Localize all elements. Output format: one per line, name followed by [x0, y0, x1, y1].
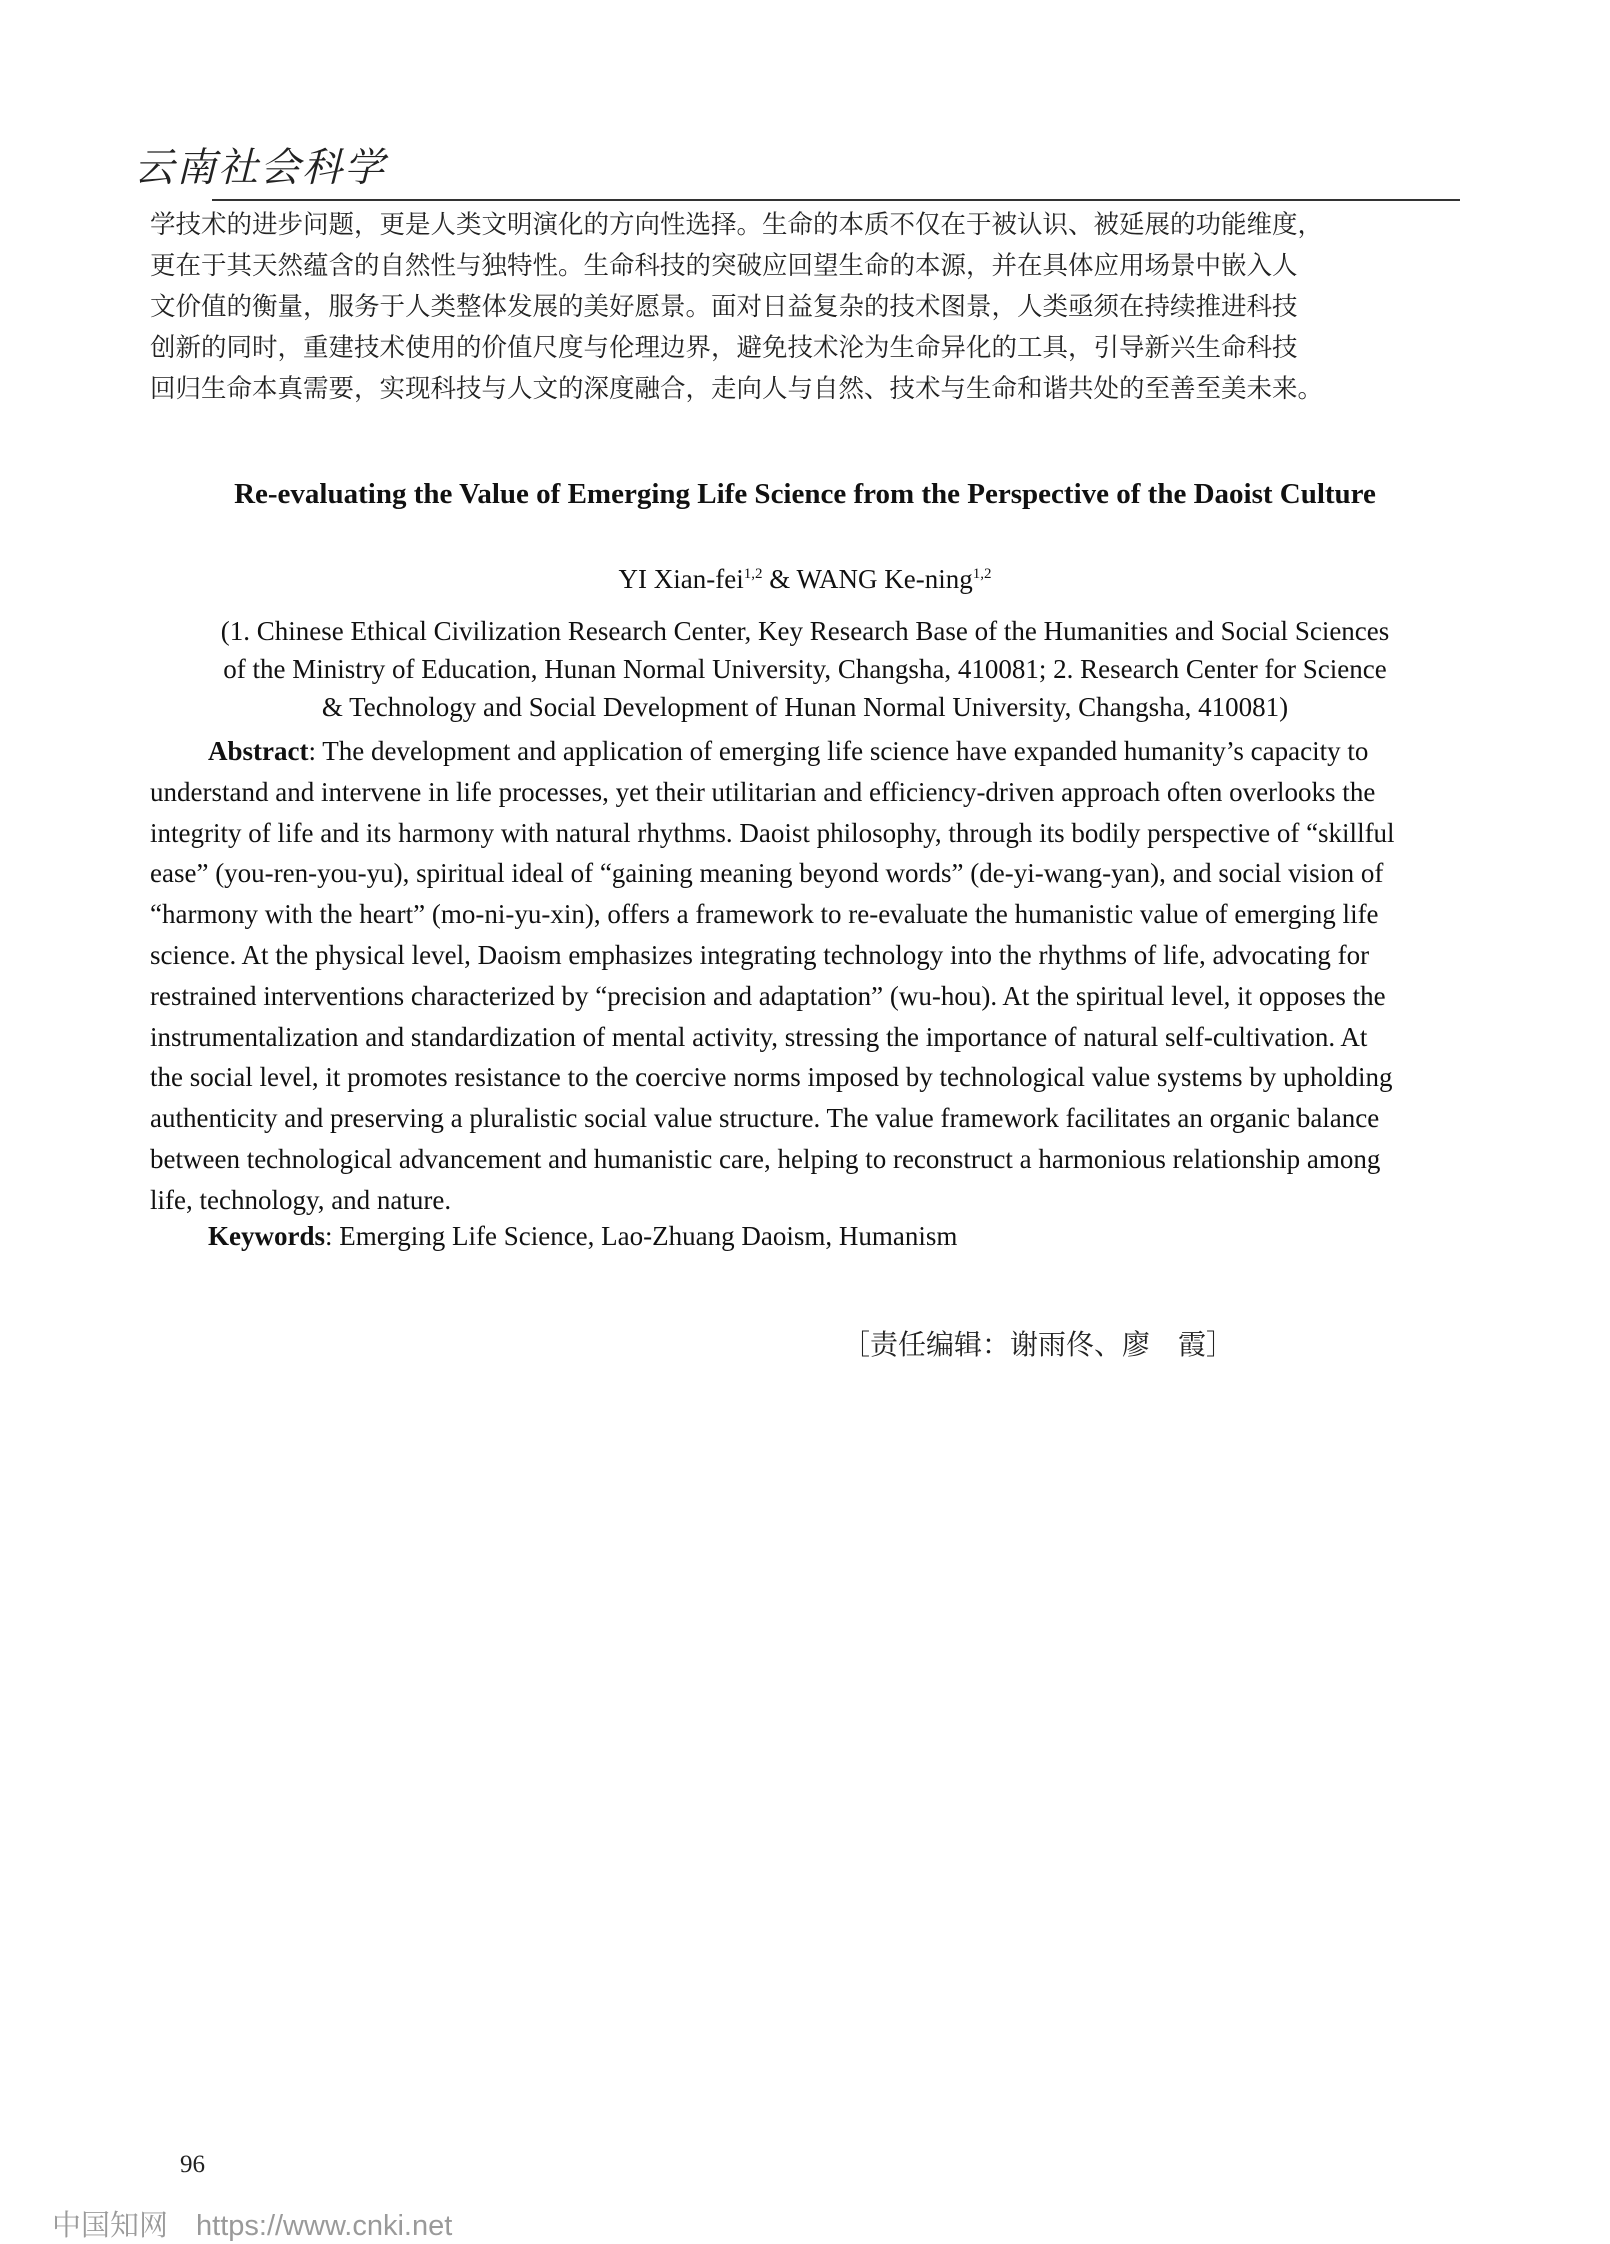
author-affiliation-marker: 1,2 [972, 566, 992, 582]
abstract-line: the social level, it promotes resistance to the coercive norms imposed by technological value systems by upholding [150, 1062, 1393, 1093]
keywords [208, 1221, 957, 1252]
chinese-paragraph-line: 学技术的进步问题，更是人类文明演化的方向性选择。生命的本质不仅在于被认识、被延展的功能维度， [150, 210, 1324, 240]
abstract-line: authenticity and preserving a pluralistic social value structure. The value framework facilitates an organic balance [150, 1103, 1380, 1134]
chinese-paragraph-line: 更在于其天然蕴含的自然性与独特性。生命科技的突破应回望生命的本源，并在具体应用场景中嵌入人 [150, 251, 1298, 281]
abstract-line: integrity of life and its harmony with natural rhythms. Daoist philosophy, through its bodily perspective of “skillful [150, 817, 1395, 848]
abstract-line: instrumentalization and standardization of mental activity, stressing the importance of natural self-cultivation. At [150, 1021, 1368, 1052]
abstract-line: restrained interventions characterized by “precision and adaptation” (wu-hou). At the spiritual level, it opposes the [150, 980, 1386, 1011]
journal-logo: 云南社会科学 [134, 145, 386, 191]
affiliations [150, 612, 1460, 726]
chinese-paragraph-line: 回归生命本真需要，实现科技与人文的深度融合，走向人与自然、技术与生命和谐共处的至善至美未来。 [150, 374, 1324, 404]
abstract-line: between technological advancement and humanistic care, helping to reconstruct a harmonious relationship among [150, 1143, 1381, 1174]
abstract-line: life, technology, and nature. [150, 1184, 452, 1215]
chinese-paragraph [150, 205, 1460, 410]
header-rule [212, 199, 1460, 201]
abstract-line: understand and intervene in life processes, yet their utilitarian and efficiency-driven approach often overlooks the [150, 776, 1376, 807]
abstract-first-line-text: : The development and application of emerging life science have expanded humanity’s capacity to [308, 736, 1369, 766]
watermark-url: https://www.cnki.net [196, 2210, 453, 2242]
watermark-site-name: 中国知网 [52, 2208, 169, 2242]
cnki-watermark [52, 2203, 452, 2244]
author-separator: & [762, 564, 797, 594]
abstract-line: science. At the physical level, Daoism emphasizes integrating technology into the rhythms of life, advocating for [150, 939, 1370, 970]
page-number: 96 [180, 2151, 205, 2178]
chinese-paragraph-line: 创新的同时，重建技术使用的价值尺度与伦理边界，避免技术沦为生命异化的工具，引导新兴生命科技 [150, 333, 1298, 363]
affiliation-line: of the Ministry of Education, Hunan Normal University, Changsha, 410081; 2. Research Center for Science [223, 654, 1387, 684]
responsible-editor: ［责任编辑：谢雨佟、廖 霞］ [842, 1328, 1235, 1361]
chinese-paragraph-line: 文价值的衡量，服务于人类整体发展的美好愿景。面对日益复杂的技术图景，人类亟须在持续推进科技 [150, 292, 1298, 322]
abstract [150, 731, 1460, 1221]
keywords-label: Keywords [208, 1221, 325, 1251]
abstract-label: Abstract [208, 736, 309, 766]
author-name: WANG Ke-ning [796, 564, 973, 594]
author-name: YI Xian-fei [618, 564, 744, 594]
keywords-text: : Emerging Life Science, Lao-Zhuang Daoism, Humanism [325, 1221, 958, 1251]
authors [140, 564, 1470, 595]
abstract-line [150, 731, 1460, 772]
affiliation-line: & Technology and Social Development of Hunan Normal University, Changsha, 410081) [321, 692, 1289, 722]
affiliation-line: (1. Chinese Ethical Civilization Research Center, Key Research Base of the Humanities and Social Sciences [220, 616, 1390, 646]
english-title: Re-evaluating the Value of Emerging Life Science from the Perspective of the Daoist Culture [234, 478, 1376, 510]
abstract-line: “harmony with the heart” (mo-ni-yu-xin), offers a framework to re-evaluate the humanistic value of emerging life [150, 899, 1379, 930]
author-affiliation-marker: 1,2 [743, 566, 763, 582]
abstract-line: ease” (you-ren-you-yu), spiritual ideal of “gaining meaning beyond words” (de-yi-wang-yan), and social vision of [150, 858, 1384, 889]
